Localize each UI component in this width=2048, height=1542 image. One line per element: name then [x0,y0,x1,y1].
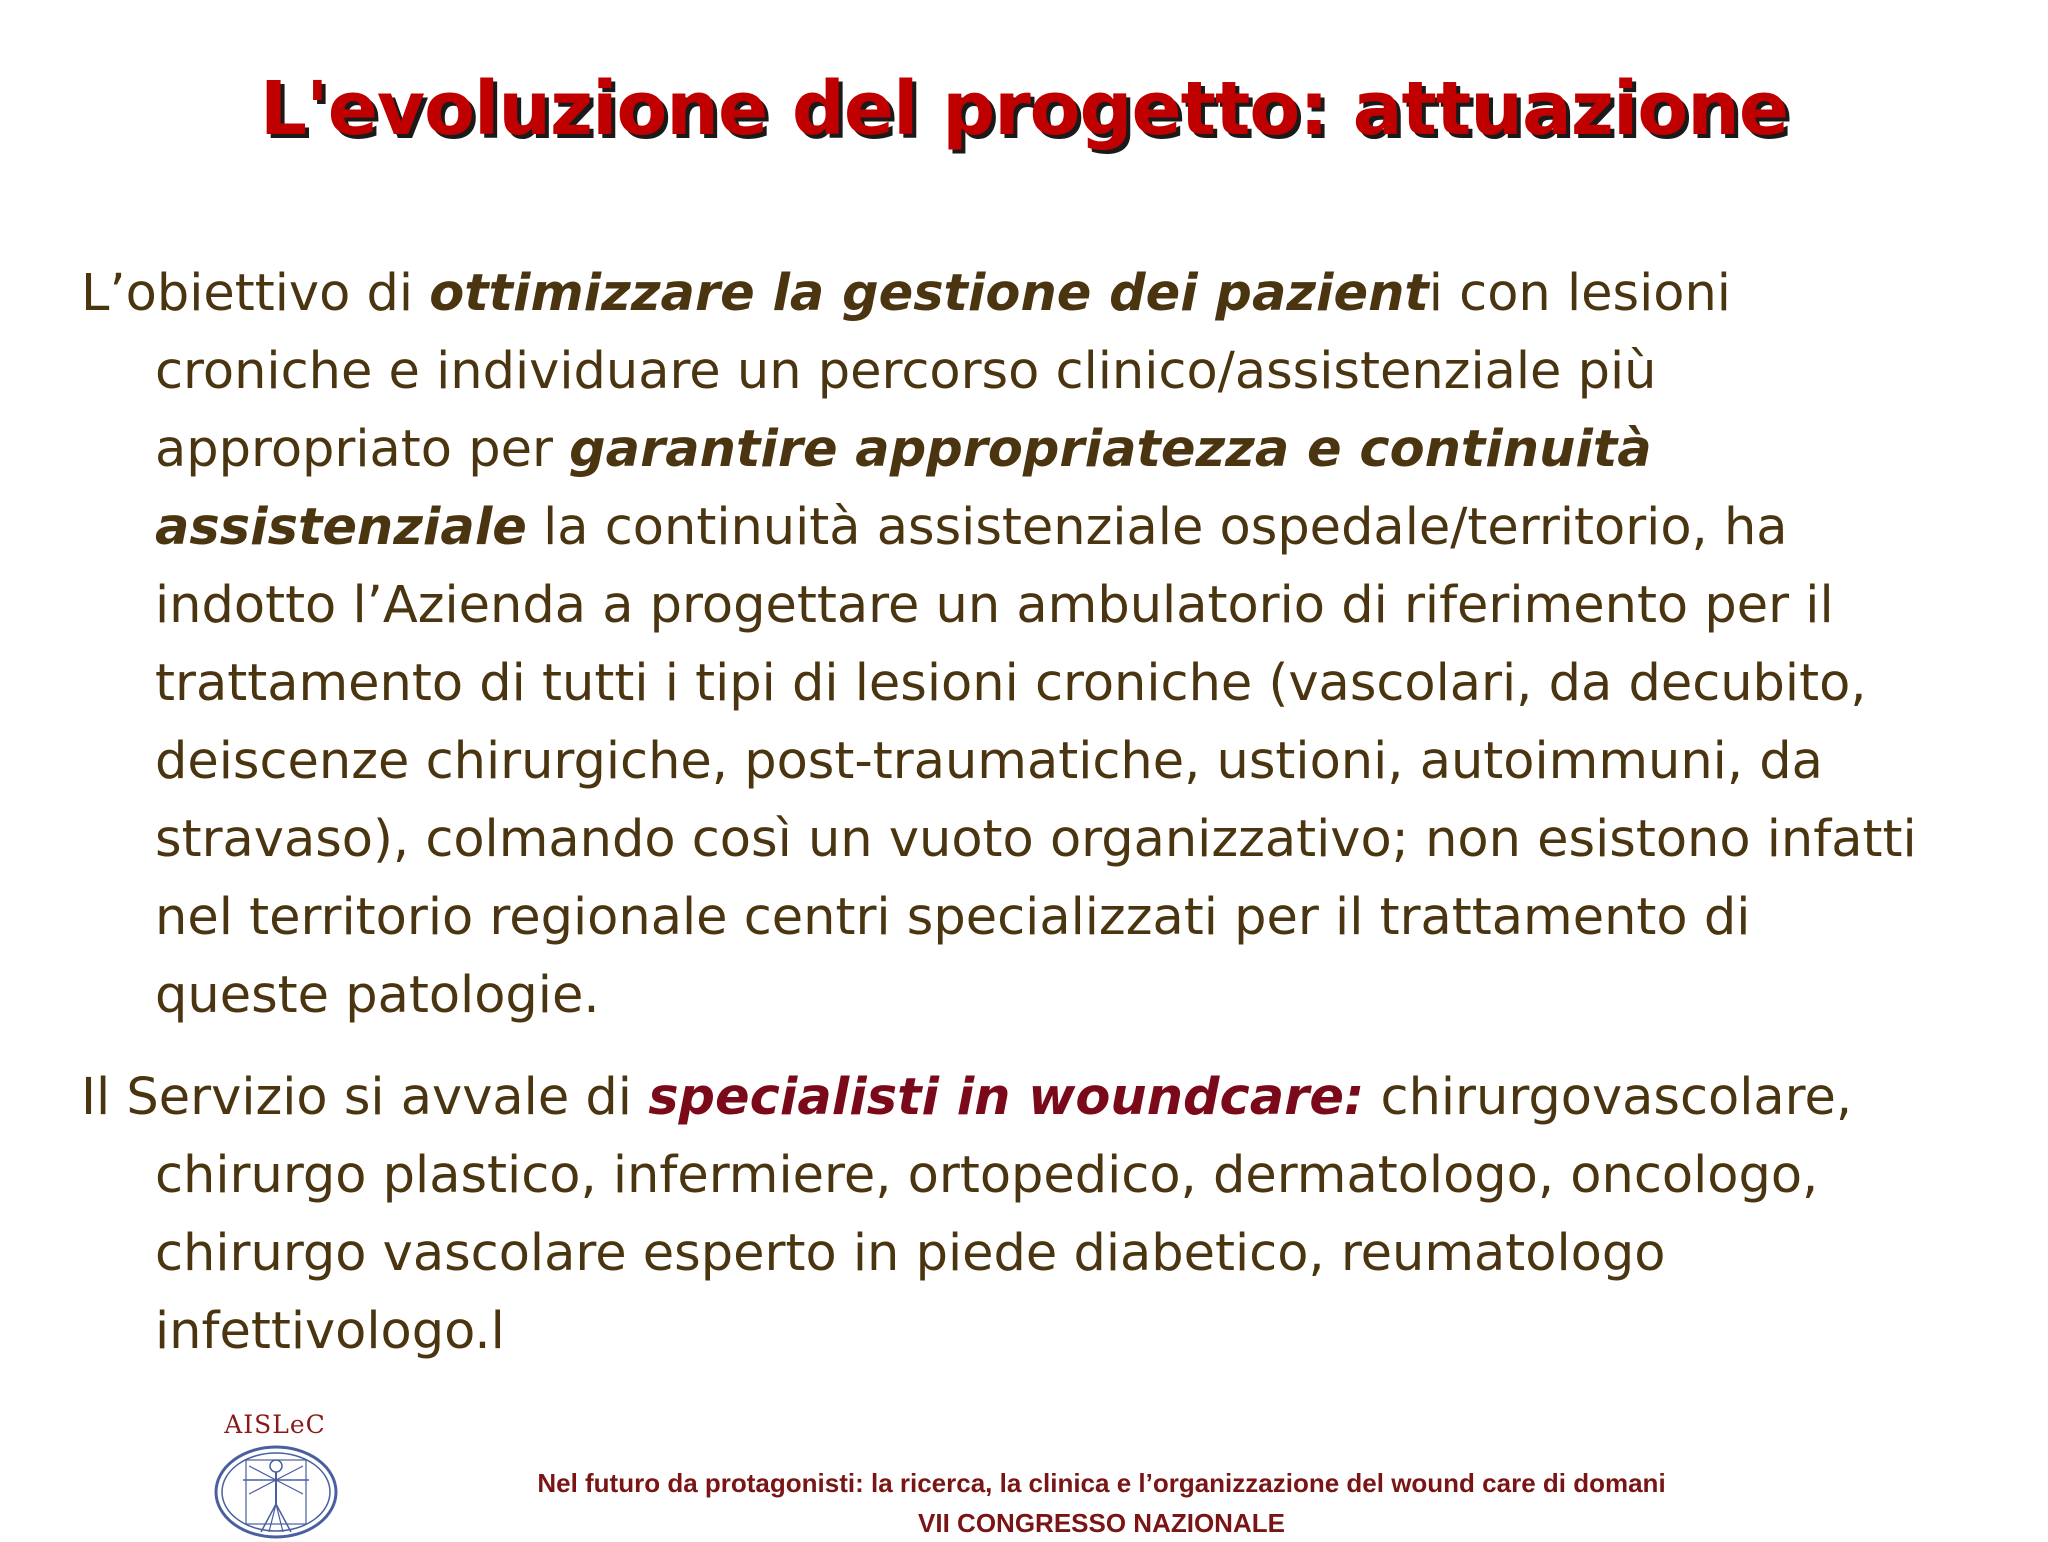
emphasis-guarantee: garantire appropriatezza e continuità assistenziale [155,420,1652,557]
logo-text: AISLeC [224,1410,326,1439]
text-run: la continuità assistenziale ospedale/territorio, ha indotto l’Azienda a progettare un ambulatorio di riferimento per il trattamento di tutti i tipi di lesioni croniche (vascolari, da decubito, deiscenze chirurgiche, post-traumatiche, ustioni, autoimmuni, da stravaso), colmando così un vuoto organizzativo; non esistono infatti nel territorio regionale centri specializzati per il trattamento di queste patologie. [155,498,1917,1025]
slide-body [0,255,2048,1371]
slide-title: L'evoluzione del progetto: attuazione [259,66,1789,152]
footer-congress-theme: Nel futuro da protagonisti: la ricerca, la clinica e l’organizzazione del wound care di domani [537,1468,1666,1498]
text-run: i con lesioni croniche e individuare un percorso clinico/assistenziale più appropriato per [155,264,1731,479]
paragraph-service [0,1059,2048,1371]
emphasis-optimize: ottimizzare la gestione dei pazient [429,264,1429,323]
text-run: L’obiettivo di [81,264,430,323]
text-run: Il Servizio si avvale di [81,1068,649,1127]
text-run: chirurgovascolare, chirurgo plastico, infermiere, ortopedico, dermatologo, oncologo, chirurgo vascolare esperto in piede diabetico, reumatologo infettivologo.l [155,1068,1853,1361]
paragraph-objective [0,255,2048,1035]
emphasis-specialists: specialisti in woundcare: [648,1068,1365,1127]
footer-congress-name: VII CONGRESSO NAZIONALE [918,1508,1285,1538]
